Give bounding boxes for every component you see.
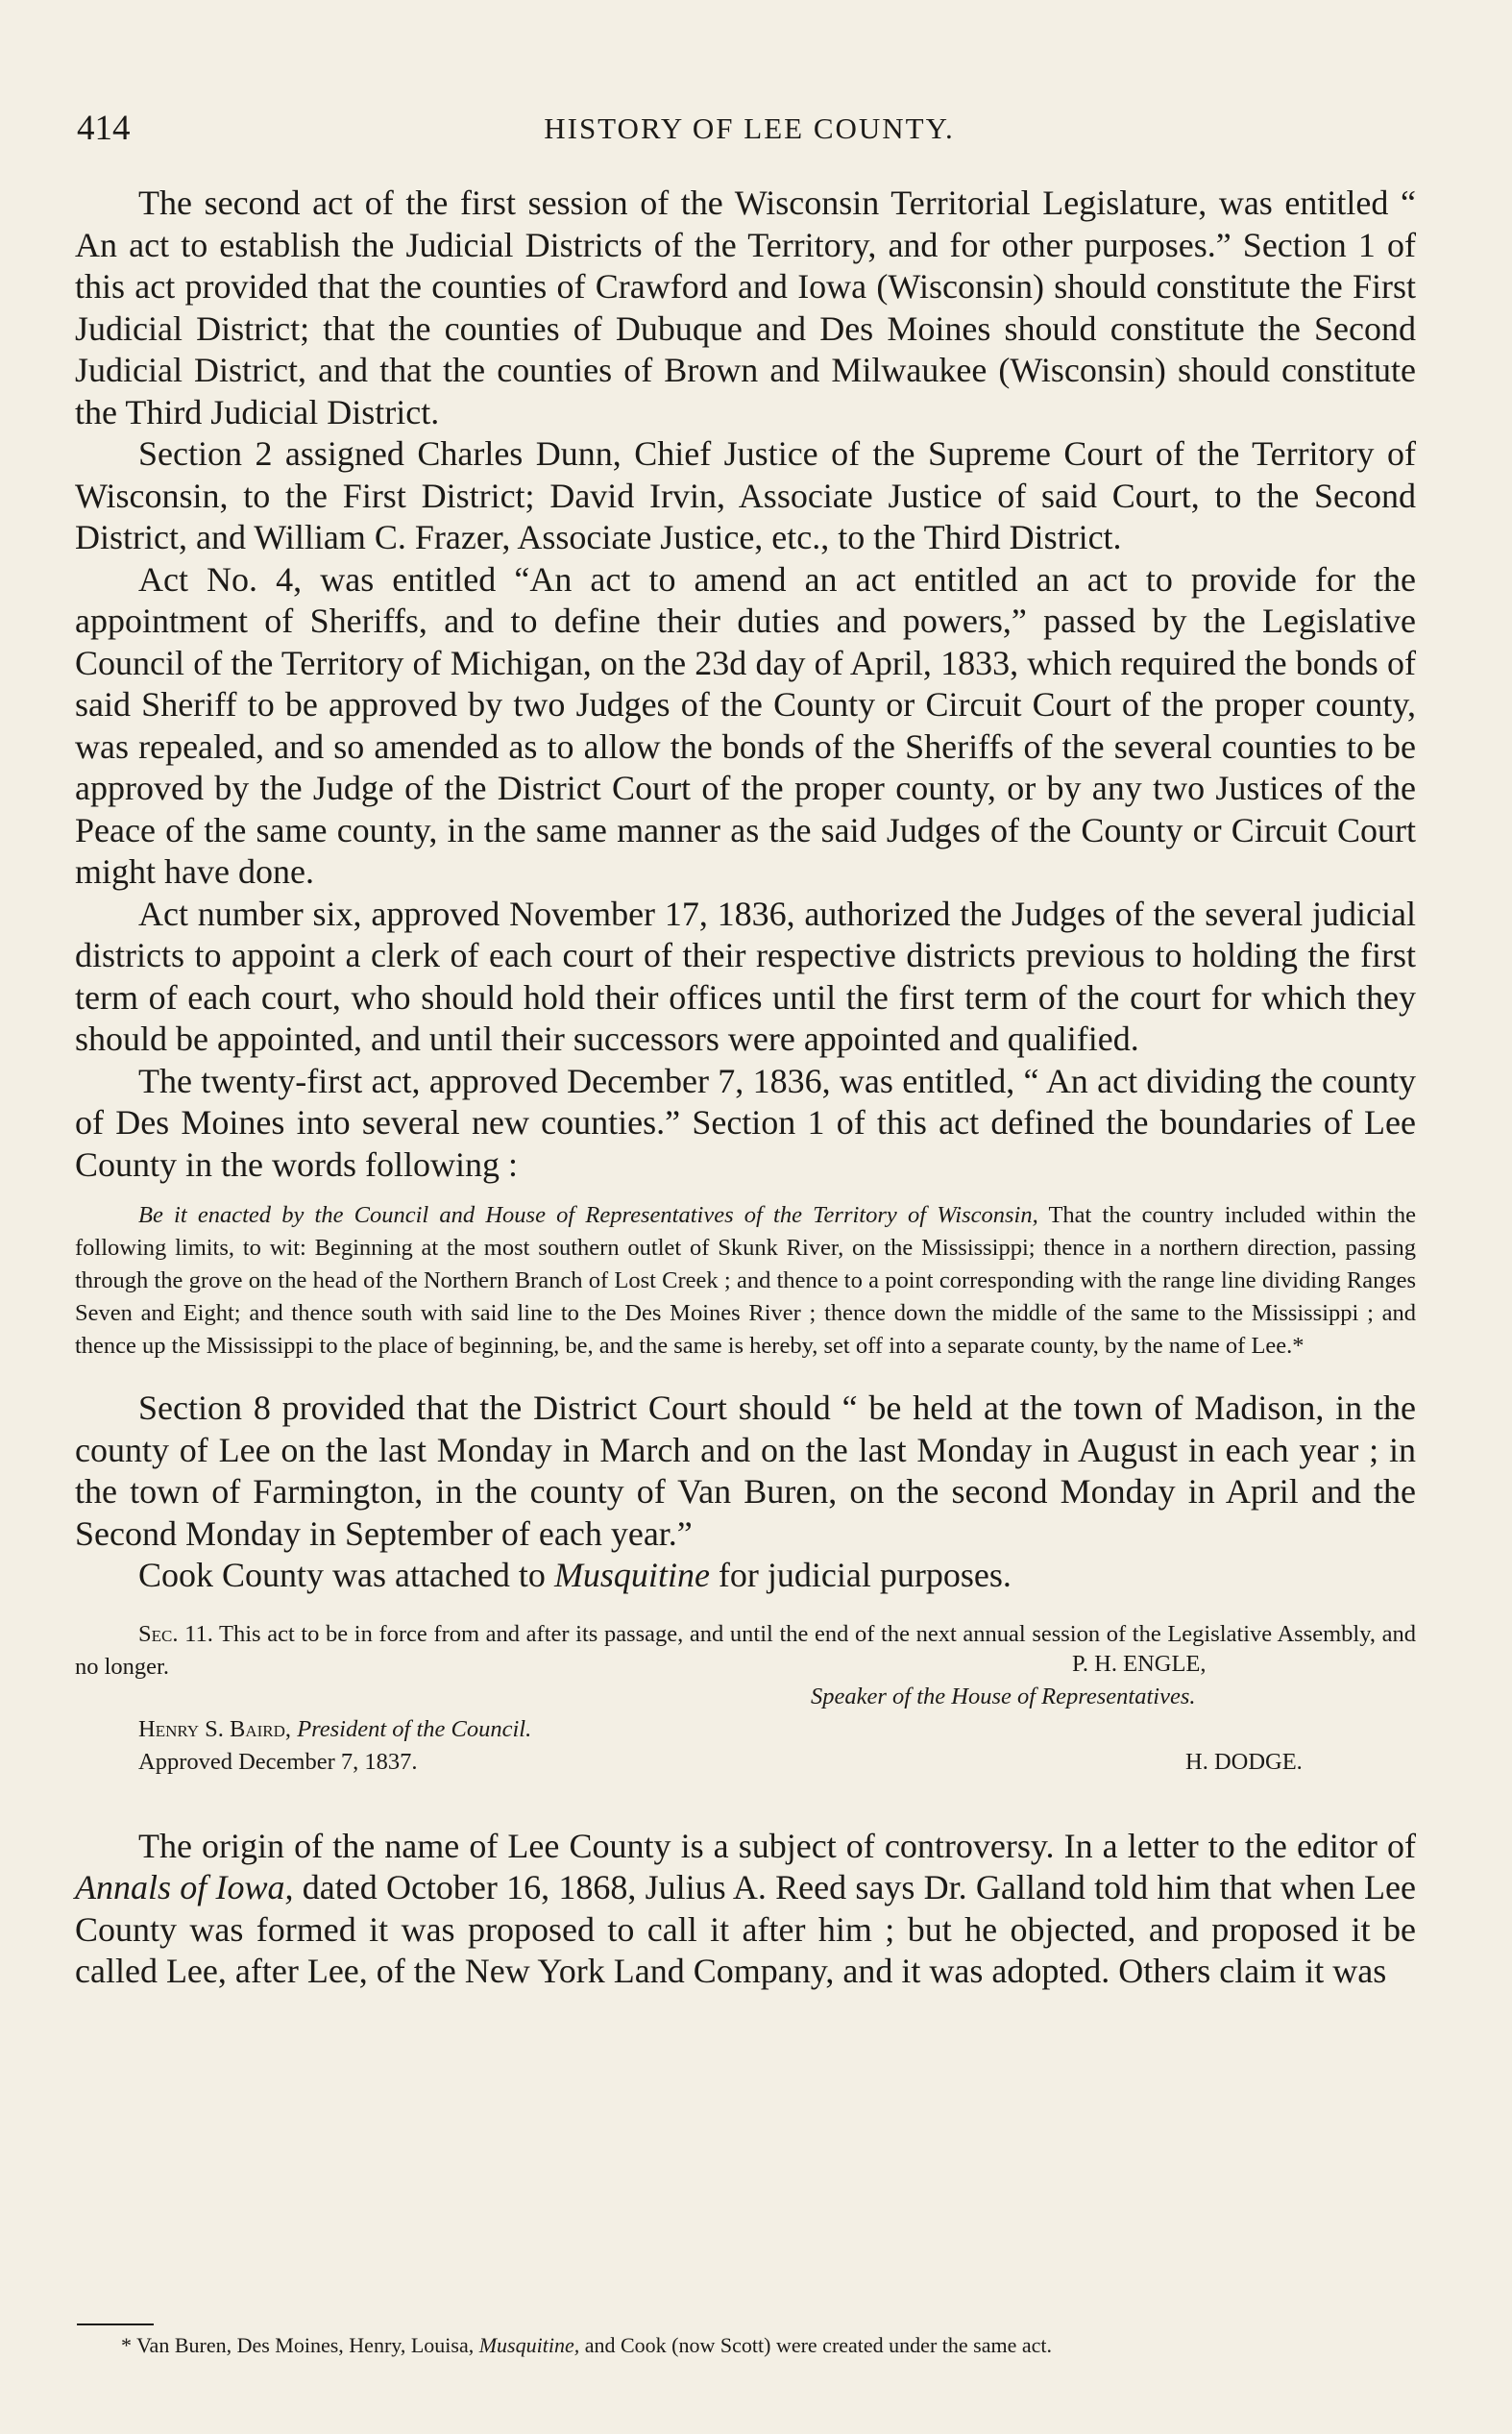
governor-name: H. DODGE. xyxy=(1185,1748,1303,1775)
paragraph-twenty-first-act: The twenty-first act, approved December 7, 1836, was entitled, “ An act dividing the county of Des Moines into several new counties.” Section 1 of this act defined the boundaries of Lee County in the words following : xyxy=(75,1061,1416,1184)
president-title: President of the Council. xyxy=(297,1715,532,1742)
paragraph-judicial-districts: The second act of the first session of the Wisconsin Territorial Legislature, was entitled “ An act to establish the Judicial Districts of the Territory, and for other purposes.” Section 1 of this act provided that the counties of Crawford and Iowa (Wisconsin) should constitute the First Judicial District; that the counties of Dubuque and Des Moines should constitute the Second Judicial District, and that the counties of Brown and Milwaukee (Wisconsin) should constitute the Third Judicial District. xyxy=(75,184,1416,431)
running-title: HISTORY OF LEE COUNTY. xyxy=(544,111,955,145)
origin-journal-title: Annals of Iowa, xyxy=(75,1868,294,1906)
paragraph-act-4: Act No. 4, was entitled “An act to amend an act entitled an act to provide for the appointment of Sheriffs, and to define their duties and powers,” passed by the Legislative Council of the Territory of Michigan, on the 23d day of April, 1833, which required the bonds of said Sheriff to be approved by two Judges of the County or Circuit Court of the proper county, was repealed, and so amended as to allow the bonds of the Sheriffs of the several counties to be approved by the Judge of the District Court of the proper county, or by any two Justices of the Peace of the same county, in the same manner as the said Judges of the County or Circuit Court might have done. xyxy=(75,559,1416,891)
footnote xyxy=(121,2333,1052,2358)
speaker-title: Speaker of the House of Representatives. xyxy=(811,1683,1196,1709)
section-11 xyxy=(75,1618,1416,1684)
speaker-name: P. H. ENGLE, xyxy=(1072,1650,1207,1677)
president-name: Henry S. Baird, xyxy=(138,1715,292,1742)
approval-date: Approved December 7, 1837. xyxy=(138,1748,418,1775)
cook-text-before: Cook County was attached to xyxy=(138,1556,554,1594)
paragraph-cook-county xyxy=(75,1555,1416,1597)
section-11-label: Sec. 11. xyxy=(138,1620,213,1647)
footnote-place-name: Musquitine, xyxy=(478,2333,580,2357)
footnote-text-after: and Cook (now Scott) were created under the same act. xyxy=(579,2333,1052,2357)
cook-text-after: for judicial purposes. xyxy=(709,1556,1012,1594)
quoted-enactment xyxy=(75,1199,1416,1363)
footnote-mark: * xyxy=(121,2333,132,2357)
page-header xyxy=(77,108,1422,156)
enactment-text: That the country included within the following limits, to wit: Beginning at the most southern outlet of Skunk River, on the Mississippi; thence in a northern direction, passing through the grove on the head of the Northern Branch of Lost Creek ; and thence to a point corresponding with the range line dividing Ranges Seven and Eight; and thence south with said line to the Des Moines River ; thence down the middle of the same to the Mississippi ; and thence up the Mississippi to the place of beginning, be, and the same is hereby, set off into a separate county, by the name of Lee.* xyxy=(75,1202,1416,1359)
paragraph-section-2: Section 2 assigned Charles Dunn, Chief Justice of the Supreme Court of the Territory of Wisconsin, to the First District; David Irvin, Associate Justice of said Court, to the Second District, and William C. Frazer, Associate Justice, etc., to the Third District. xyxy=(75,434,1416,556)
origin-text-before: The origin of the name of Lee County is a subject of controversy. In a letter to the editor of xyxy=(138,1826,1416,1865)
cook-place-name: Musquitine xyxy=(553,1556,710,1594)
footnote-text-before: Van Buren, Des Moines, Henry, Louisa, xyxy=(132,2333,479,2357)
page-number: 414 xyxy=(77,109,131,148)
origin-text-after: dated October 16, 1868, Julius A. Reed says Dr. Galland told him that when Lee County was formed it was proposed to call it after him ; but he objected, and proposed it be called Lee, after Lee, of the New York Land Company, and it was adopted. Others claim it was xyxy=(75,1868,1416,1990)
paragraph-section-8: Section 8 provided that the District Court should “ be held at the town of Madison, in the county of Lee on the last Monday in March and on the last Monday in August in each year ; in the town of Farmington, in the county of Van Buren, on the second Monday in April and the Second Monday in September of each year.” xyxy=(75,1389,1416,1553)
enactment-clause: Be it enacted by the Council and House of Representatives of the Territory of Wisconsin, xyxy=(138,1202,1038,1228)
section-11-text: This act to be in force from and after its passage, and until the end of the next annual session of the Legislative Assembly, and no longer. xyxy=(75,1620,1416,1680)
footnote-divider xyxy=(77,2323,154,2325)
paragraph-name-origin xyxy=(75,1826,1416,1993)
page-body xyxy=(75,183,1416,1993)
paragraph-act-6: Act number six, approved November 17, 1836, authorized the Judges of the several judicial districts to appoint a clerk of each court of their respective districts previous to holding the first term of each court, who should hold their offices until the first term of the court for which they should be appointed, and until their successors were appointed and qualified. xyxy=(75,894,1416,1058)
president-signature xyxy=(138,1716,531,1743)
